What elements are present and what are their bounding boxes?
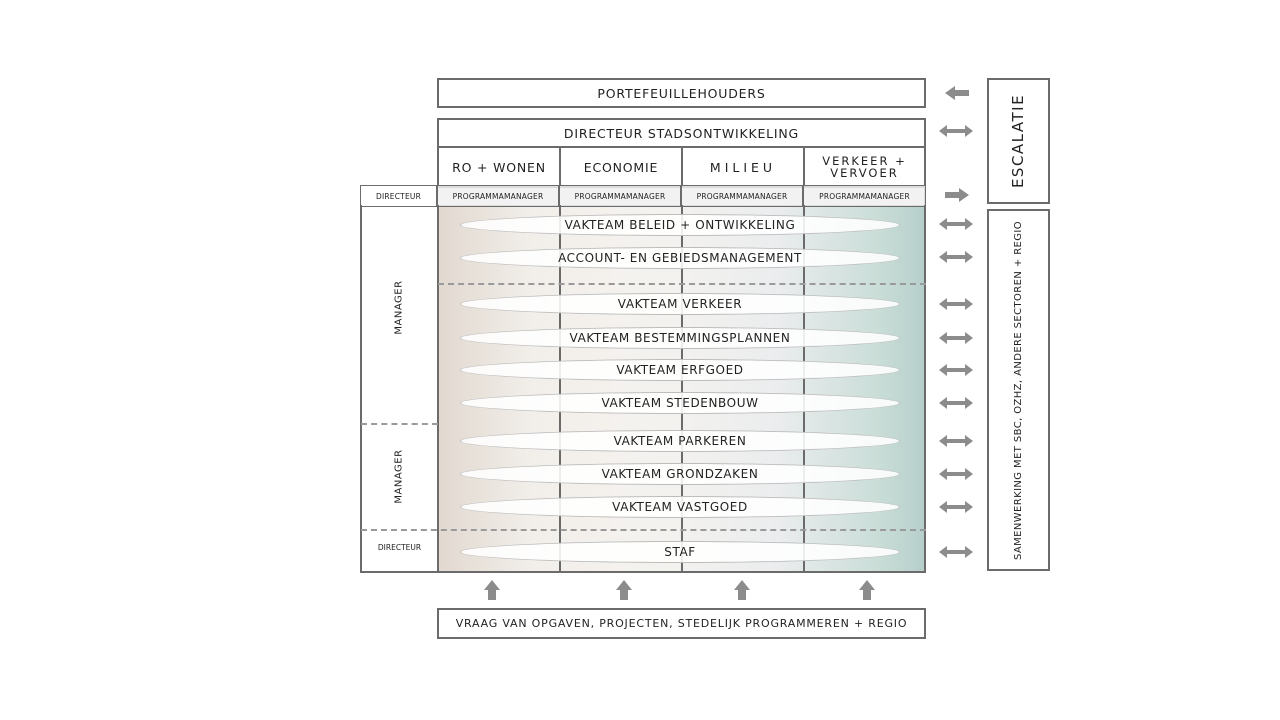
column-label: VERKEER + VERVOER xyxy=(822,154,907,180)
samenwerking-box xyxy=(987,209,1050,571)
left-divider xyxy=(437,205,439,572)
team-vastgoed: VAKTEAM VASTGOED xyxy=(460,496,900,518)
left-label-director-bottom: DIRECTEUR xyxy=(377,543,422,552)
samenwerking-label: SAMENWERKING MET SBC, OZHZ, ANDERE SECTOREN + REGIO xyxy=(1013,220,1024,560)
arrow-up-icon xyxy=(484,580,875,600)
vraag-van-opgaven-box: VRAAG VAN OPGAVEN, PROJECTEN, STEDELIJK PROGRAMMEREN + REGIO xyxy=(437,608,926,639)
team-verkeer: VAKTEAM VERKEER xyxy=(460,293,900,315)
left-label-manager-2: MANAGER xyxy=(393,449,405,504)
team-staf: STAF xyxy=(460,541,900,563)
portefeuillehouders-box: PORTEFEUILLEHOUDERS xyxy=(437,78,926,108)
program-manager-cell: PROGRAMMAMANAGER xyxy=(560,186,682,206)
left-label-manager-1: MANAGER xyxy=(393,280,405,335)
escalatie-label: ESCALATIE xyxy=(1009,93,1028,189)
dashed-separator xyxy=(361,529,926,531)
team-grondzaken: VAKTEAM GRONDZAKEN xyxy=(460,463,900,485)
column-header-verkeer-vervoer xyxy=(803,146,926,188)
program-manager-cell: PROGRAMMAMANAGER xyxy=(804,186,925,206)
column-label: MILIEU xyxy=(709,159,777,175)
program-manager-cell: PROGRAMMAMANAGER xyxy=(682,186,804,206)
team-beleid-ontwikkeling: VAKTEAM BELEID + ONTWIKKELING xyxy=(460,214,900,236)
escalatie-box xyxy=(987,78,1050,204)
program-manager-cell: PROGRAMMAMANAGER xyxy=(438,186,560,206)
dashed-separator xyxy=(361,423,438,425)
left-label-director-top: DIRECTEUR xyxy=(361,186,438,206)
double-arrow-icon xyxy=(939,125,973,558)
column-header-milieu xyxy=(681,146,805,188)
dashed-separator xyxy=(438,283,926,285)
arrow-right-icon xyxy=(945,188,969,202)
column-header-economie xyxy=(559,146,683,188)
team-parkeren: VAKTEAM PARKEREN xyxy=(460,430,900,452)
column-header-ro-wonen xyxy=(437,146,561,188)
team-stedenbouw: VAKTEAM STEDENBOUW xyxy=(460,392,900,414)
team-erfgoed: VAKTEAM ERFGOED xyxy=(460,359,900,381)
column-label: RO + WONEN xyxy=(452,159,546,175)
team-account-gebiedsmanagement: ACCOUNT- EN GEBIEDSMANAGEMENT xyxy=(460,247,900,269)
team-bestemmingsplannen: VAKTEAM BESTEMMINGSPLANNEN xyxy=(460,327,900,349)
column-label: ECONOMIE xyxy=(583,159,659,175)
arrow-left-icon xyxy=(945,86,969,100)
directeur-stadsontwikkeling-box: DIRECTEUR STADSONTWIKKELING xyxy=(437,118,926,148)
